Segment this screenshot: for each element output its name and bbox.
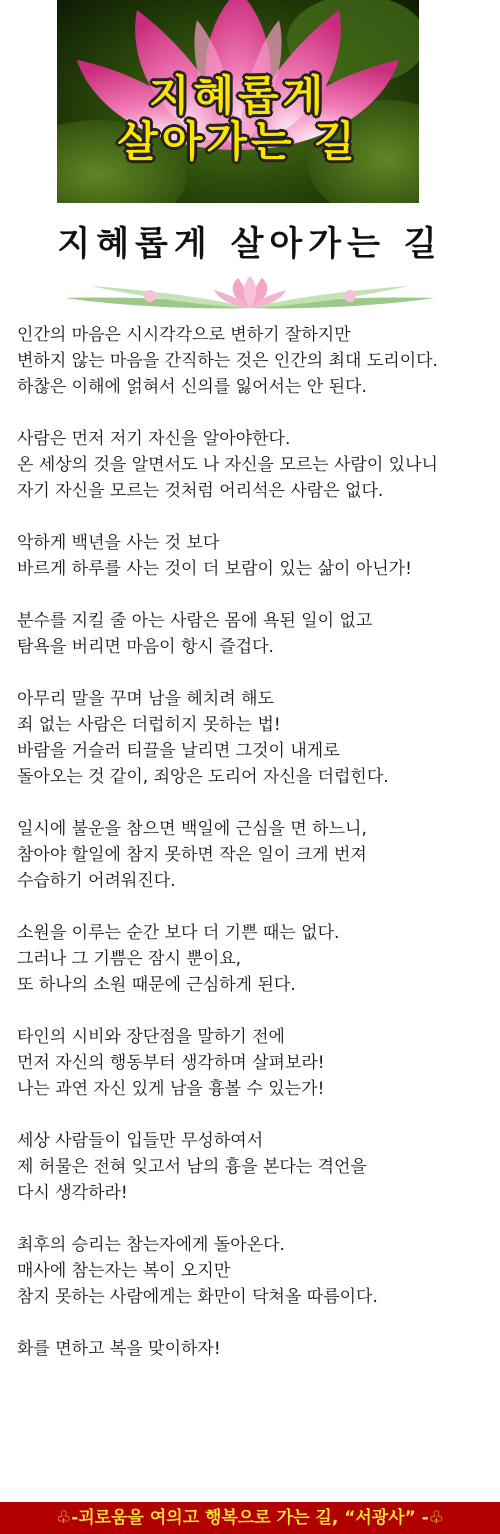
text-line: 인간의 마음은 시시각각으로 변하기 잘하지만 [17,325,351,345]
banner-title-line1: 지혜롭게 [148,71,328,120]
text-line: 온 세상의 것을 알면서도 나 자신을 모르는 사람이 있나니 [17,455,438,475]
text-line: 소원을 이루는 순간 보다 더 기쁜 때는 없다. [17,923,340,943]
text-line: 변하지 않는 마음을 간직하는 것은 인간의 최대 도리이다. [17,351,438,371]
text-line: 돌아오는 것 같이, 죄앙은 도리어 자신을 더럽힌다. [17,767,389,787]
text-line: 죄 없는 사람은 더럽히지 못하는 법! [17,715,281,735]
paragraph [17,686,497,790]
text-line: 세상 사람들이 입들만 무성하여서 [17,1131,264,1151]
text-line: 최후의 승리는 참는자에게 돌아온다. [17,1235,285,1255]
text-line: 바람을 거슬러 티끌을 날리면 그것이 내게로 [17,741,340,761]
text-line: 자기 자신을 모르는 것처럼 어리석은 사람은 없다. [17,481,384,501]
text-line: 바르게 하루를 사는 것이 더 보람이 있는 삶이 아닌가! [17,559,412,579]
lotus-banner-image [57,0,419,203]
text-line: 아무리 말을 꾸며 남을 헤치려 해도 [17,689,274,709]
paragraph [17,1336,497,1362]
paragraph [17,608,497,660]
text-line: 또 하나의 소원 때문에 근심하게 된다. [17,975,296,995]
text-line: 수습하기 어려워진다. [17,871,176,891]
text-line: 일시에 불운을 참으면 백일에 근심을 면 하느니, [17,819,367,839]
paragraph [17,1232,497,1310]
text-line: 하찮은 이해에 얽혀서 신의를 잃어서는 안 된다. [17,377,367,397]
page-title: 지혜롭게 살아가는 길 [57,224,443,264]
text-line: 탐욕을 버리면 마음이 항시 즐겁다. [17,637,274,657]
paragraph [17,322,497,400]
text-line: 참지 못하는 사람에게는 화만이 닥쳐올 따름이다. [17,1287,378,1307]
poem-body [17,322,497,1388]
paragraph [17,1024,497,1102]
text-line: 분수를 지킬 줄 아는 사람은 몸에 욕된 일이 없고 [17,611,373,631]
text-line: 그러나 그 기쁨은 잠시 뿐이요, [17,949,242,969]
paragraph [17,530,497,582]
text-line: 화를 면하고 복을 맞이하자! [17,1339,221,1359]
paragraph [17,920,497,998]
lotus-divider-ornament [60,276,440,316]
text-line: 다시 생각하라! [17,1183,128,1203]
banner-title-line2: 살아가는 길 [117,117,359,166]
footer-banner: ♧-괴로움을 여의고 행복으로 가는 길, “서광사” -♧ [0,1502,500,1534]
text-line: 타인의 시비와 장단점을 말하기 전에 [17,1027,285,1047]
text-line: 나는 과연 자신 있게 남을 흉볼 수 있는가! [17,1079,325,1099]
text-line: 참아야 할일에 참지 못하면 작은 일이 크게 번져 [17,845,367,865]
text-line: 제 허물은 전혀 잊고서 남의 흉을 본다는 격언을 [17,1157,367,1177]
text-line: 악하게 백년을 사는 것 보다 [17,533,220,553]
text-line: 먼저 자신의 행동부터 생각하며 살펴보라! [17,1053,325,1073]
text-line: 사람은 먼저 저기 자신을 알아야한다. [17,429,291,449]
paragraph [17,816,497,894]
paragraph [17,426,497,504]
paragraph [17,1128,497,1206]
text-line: 매사에 참는자는 복이 오지만 [17,1261,231,1281]
